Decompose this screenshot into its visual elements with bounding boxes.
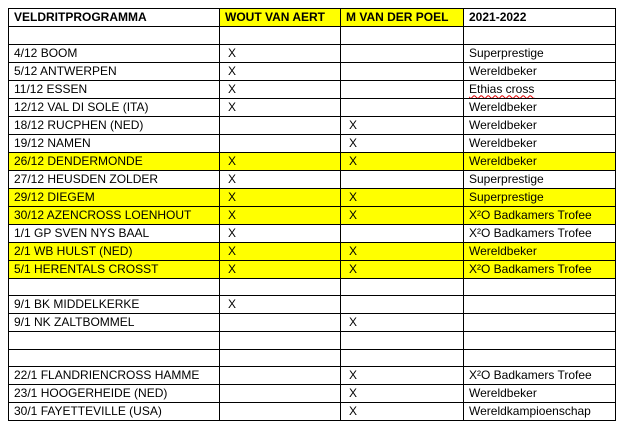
- series-cell[interactable]: [464, 332, 616, 350]
- series-cell[interactable]: [464, 349, 616, 367]
- race-cell[interactable]: 11/12 ESSEN: [9, 80, 220, 98]
- wva-mark-cell[interactable]: X: [220, 44, 341, 62]
- mvdp-mark-cell[interactable]: X: [341, 188, 464, 206]
- table-row: [9, 152, 616, 170]
- wva-mark-cell[interactable]: [220, 403, 341, 421]
- race-cell[interactable]: [9, 349, 220, 367]
- mvdp-mark-cell[interactable]: [341, 27, 464, 45]
- series-text: Ethias cross: [469, 81, 535, 96]
- wva-mark-cell[interactable]: [220, 134, 341, 152]
- table-row: [9, 260, 616, 278]
- table-row: [9, 349, 616, 367]
- table-row: [9, 62, 616, 80]
- mvdp-mark-cell[interactable]: X: [341, 134, 464, 152]
- mvdp-mark-cell[interactable]: X: [341, 152, 464, 170]
- mvdp-mark-cell[interactable]: X: [341, 385, 464, 403]
- mvdp-mark-cell[interactable]: [341, 44, 464, 62]
- table-row: [9, 44, 616, 62]
- mvdp-mark-cell[interactable]: X: [341, 206, 464, 224]
- series-cell[interactable]: Superprestige: [464, 188, 616, 206]
- wva-mark-cell[interactable]: X: [220, 80, 341, 98]
- wva-mark-cell[interactable]: [220, 278, 341, 296]
- wva-mark-cell[interactable]: X: [220, 170, 341, 188]
- series-cell[interactable]: Wereldkampioenschap: [464, 403, 616, 421]
- series-cell[interactable]: Wereldbeker: [464, 242, 616, 260]
- header-cell-programma[interactable]: VELDRITPROGRAMMA: [9, 9, 220, 27]
- race-cell[interactable]: 9/1 NK ZALTBOMMEL: [9, 314, 220, 332]
- series-cell[interactable]: Superprestige: [464, 44, 616, 62]
- wva-mark-cell[interactable]: X: [220, 296, 341, 314]
- wva-mark-cell[interactable]: X: [220, 188, 341, 206]
- table-row: [9, 242, 616, 260]
- series-cell[interactable]: Wereldbeker: [464, 116, 616, 134]
- table-row: [9, 332, 616, 350]
- table-row: [9, 385, 616, 403]
- series-cell[interactable]: Wereldbeker: [464, 152, 616, 170]
- wva-mark-cell[interactable]: X: [220, 242, 341, 260]
- wva-mark-cell[interactable]: [220, 314, 341, 332]
- mvdp-mark-cell[interactable]: X: [341, 367, 464, 385]
- header-row: [9, 9, 616, 27]
- mvdp-mark-cell[interactable]: X: [341, 116, 464, 134]
- wva-mark-cell[interactable]: X: [220, 62, 341, 80]
- mvdp-mark-cell[interactable]: [341, 349, 464, 367]
- race-cell[interactable]: 29/12 DIEGEM: [9, 188, 220, 206]
- mvdp-mark-cell[interactable]: [341, 224, 464, 242]
- series-cell[interactable]: Wereldbeker: [464, 98, 616, 116]
- race-cell[interactable]: 27/12 HEUSDEN ZOLDER: [9, 170, 220, 188]
- wva-mark-cell[interactable]: X: [220, 152, 341, 170]
- race-cell[interactable]: 30/12 AZENCROSS LOENHOUT: [9, 206, 220, 224]
- mvdp-mark-cell[interactable]: [341, 278, 464, 296]
- series-cell[interactable]: [464, 80, 616, 98]
- race-cell[interactable]: [9, 27, 220, 45]
- series-cell[interactable]: [464, 296, 616, 314]
- mvdp-mark-cell[interactable]: [341, 170, 464, 188]
- race-cell[interactable]: 18/12 RUCPHEN (NED): [9, 116, 220, 134]
- mvdp-mark-cell[interactable]: [341, 296, 464, 314]
- header-cell-wout-van-aert[interactable]: WOUT VAN AERT: [220, 9, 341, 27]
- series-cell[interactable]: [464, 314, 616, 332]
- race-schedule-table: [8, 8, 616, 421]
- race-cell[interactable]: [9, 278, 220, 296]
- mvdp-mark-cell[interactable]: [341, 332, 464, 350]
- series-cell[interactable]: X²O Badkamers Trofee: [464, 260, 616, 278]
- race-cell[interactable]: 2/1 WB HULST (NED): [9, 242, 220, 260]
- race-cell[interactable]: 1/1 GP SVEN NYS BAAL: [9, 224, 220, 242]
- mvdp-mark-cell[interactable]: X: [341, 260, 464, 278]
- race-cell[interactable]: 22/1 FLANDRIENCROSS HAMME: [9, 367, 220, 385]
- wva-mark-cell[interactable]: [220, 349, 341, 367]
- table-row: [9, 367, 616, 385]
- race-cell[interactable]: 19/12 NAMEN: [9, 134, 220, 152]
- table-row: [9, 98, 616, 116]
- race-cell[interactable]: 9/1 BK MIDDELKERKE: [9, 296, 220, 314]
- wva-mark-cell[interactable]: X: [220, 260, 341, 278]
- table-row: [9, 27, 616, 45]
- series-cell[interactable]: X²O Badkamers Trofee: [464, 206, 616, 224]
- race-cell[interactable]: 30/1 FAYETTEVILLE (USA): [9, 403, 220, 421]
- wva-mark-cell[interactable]: X: [220, 98, 341, 116]
- series-cell[interactable]: [464, 27, 616, 45]
- race-cell[interactable]: 26/12 DENDERMONDE: [9, 152, 220, 170]
- table-row: [9, 278, 616, 296]
- series-cell[interactable]: Wereldbeker: [464, 62, 616, 80]
- wva-mark-cell[interactable]: X: [220, 224, 341, 242]
- header-cell-van-der-poel[interactable]: M VAN DER POEL: [341, 9, 464, 27]
- table-row: [9, 116, 616, 134]
- table-body: [9, 9, 616, 421]
- table-row: [9, 206, 616, 224]
- wva-mark-cell[interactable]: [220, 385, 341, 403]
- series-cell[interactable]: X²O Badkamers Trofee: [464, 367, 616, 385]
- header-cell-season[interactable]: 2021-2022: [464, 9, 616, 27]
- mvdp-mark-cell[interactable]: X: [341, 403, 464, 421]
- mvdp-mark-cell[interactable]: [341, 98, 464, 116]
- series-cell[interactable]: [464, 278, 616, 296]
- wva-mark-cell[interactable]: [220, 367, 341, 385]
- race-cell[interactable]: 5/12 ANTWERPEN: [9, 62, 220, 80]
- table-row: [9, 224, 616, 242]
- race-cell[interactable]: 23/1 HOOGERHEIDE (NED): [9, 385, 220, 403]
- table-row: [9, 188, 616, 206]
- table-row: [9, 314, 616, 332]
- wva-mark-cell[interactable]: [220, 27, 341, 45]
- table-row: [9, 80, 616, 98]
- wva-mark-cell[interactable]: [220, 332, 341, 350]
- table-row: [9, 403, 616, 421]
- series-cell[interactable]: Superprestige: [464, 170, 616, 188]
- mvdp-mark-cell[interactable]: X: [341, 314, 464, 332]
- race-cell[interactable]: 12/12 VAL DI SOLE (ITA): [9, 98, 220, 116]
- mvdp-mark-cell[interactable]: [341, 80, 464, 98]
- race-cell[interactable]: 4/12 BOOM: [9, 44, 220, 62]
- series-cell[interactable]: Wereldbeker: [464, 134, 616, 152]
- wva-mark-cell[interactable]: X: [220, 206, 341, 224]
- race-cell[interactable]: 5/1 HERENTALS CROSST: [9, 260, 220, 278]
- mvdp-mark-cell[interactable]: [341, 62, 464, 80]
- table-row: [9, 296, 616, 314]
- spreadsheet-region: [8, 8, 616, 421]
- series-cell[interactable]: X²O Badkamers Trofee: [464, 224, 616, 242]
- race-cell[interactable]: [9, 332, 220, 350]
- table-row: [9, 134, 616, 152]
- series-cell[interactable]: Wereldbeker: [464, 385, 616, 403]
- table-row: [9, 170, 616, 188]
- mvdp-mark-cell[interactable]: X: [341, 242, 464, 260]
- wva-mark-cell[interactable]: [220, 116, 341, 134]
